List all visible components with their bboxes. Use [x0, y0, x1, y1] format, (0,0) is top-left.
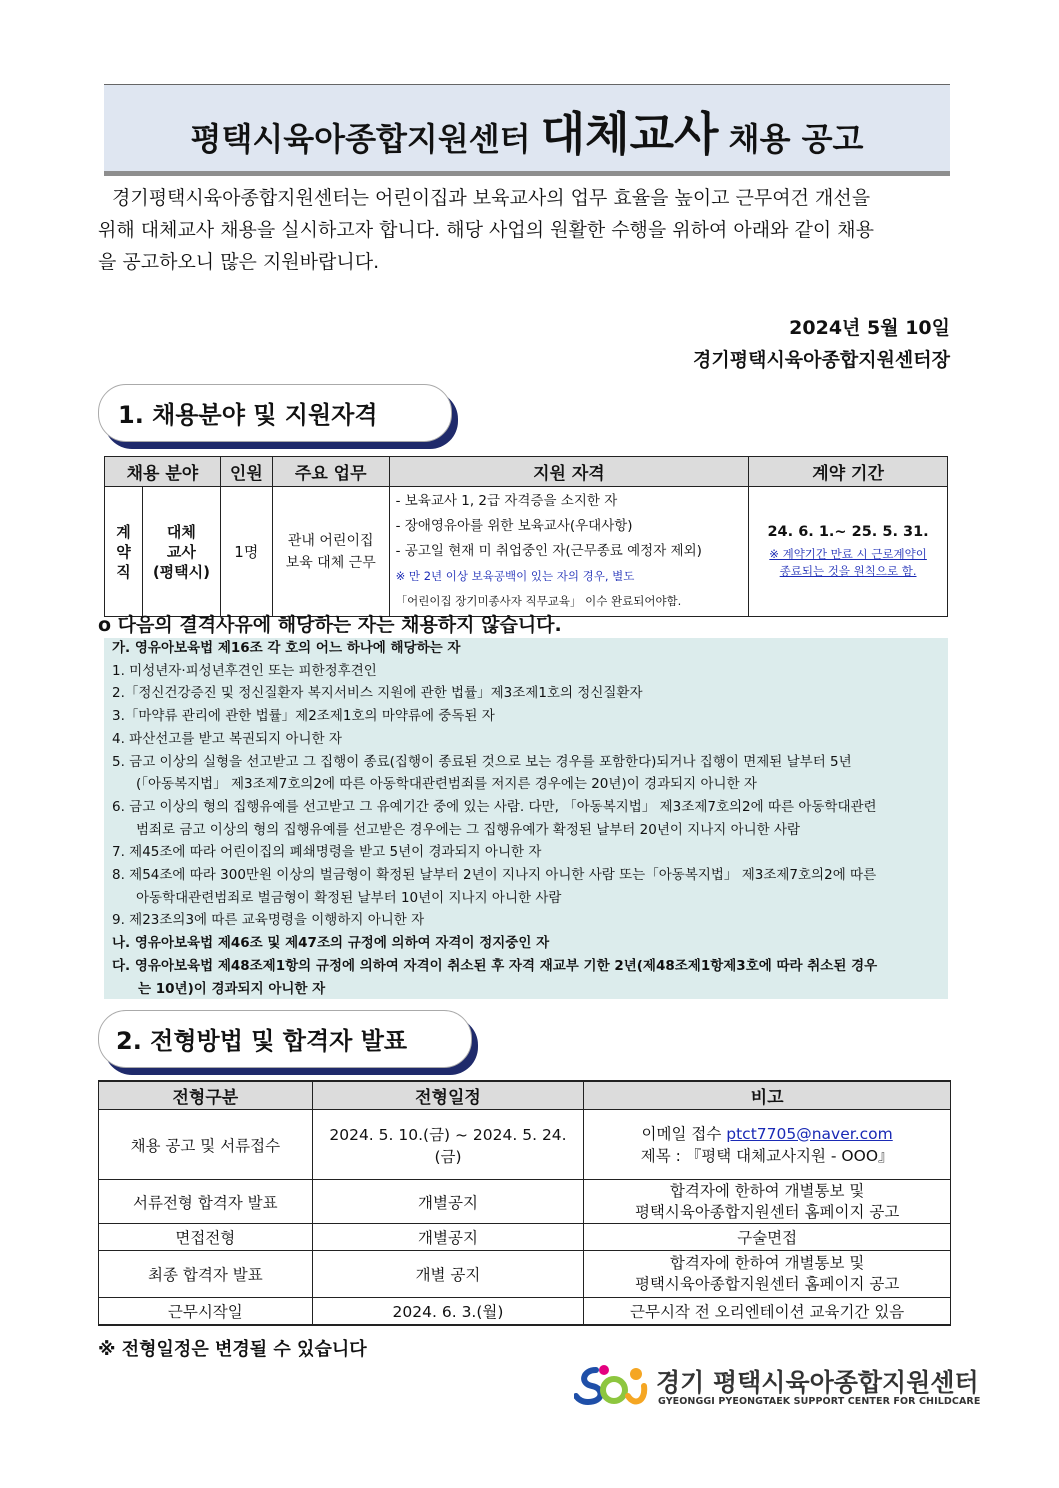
schedule-cell: 개별공지 — [312, 1224, 584, 1251]
employment-type: 계 약 직 — [105, 487, 143, 617]
list-item: 2.「정신건강증진 및 정신질환자 복지서비스 지원에 관한 법률」제3조제1호의 정신질환자 — [112, 685, 643, 702]
announcement-date: 2024년 5월 10일 — [789, 317, 950, 339]
table-row — [99, 1110, 951, 1180]
schedule-cell: 2024. 5. 10.(금) ~ 2024. 5. 24.(금) — [312, 1110, 584, 1180]
disqualification-list — [112, 637, 942, 1000]
note-cell: 합격자에 한하여 개별통보 및 평택시육아종합지원센터 홈페이지 공고 — [584, 1180, 951, 1224]
title-position: 대체교사 — [540, 107, 719, 161]
list-item: - 공고일 현재 미 취업중인 자(근무종료 예정자 제외) — [395, 543, 702, 559]
selection-schedule-table — [98, 1080, 951, 1326]
section2-title: 2. 전형방법 및 합격자 발표 — [116, 1027, 408, 1055]
header-qualification: 지원 자격 — [389, 457, 749, 487]
table-row — [105, 487, 948, 617]
list-item: 범죄로 금고 이상의 형의 집행유예를 선고받은 경우에는 그 집행유예가 확정된 날부터 20년이 지나지 아니한 사람 — [136, 821, 801, 838]
list-item: 5. 금고 이상의 실형을 선고받고 그 집행이 종료(집행이 종료된 것으로 보는 경우를 포함한다)되거나 집행이 면제된 날부터 5년 — [112, 753, 852, 770]
page-title — [104, 98, 950, 164]
stage-cell: 근무시작일 — [99, 1298, 313, 1325]
list-item: (「아동복지법」 제3조제7호의2에 따른 아동학대관련범죄를 저지른 경우에는 20년)이 경과되지 아니한 자 — [136, 776, 757, 793]
logo-subtitle: GYEONGGI PYEONGTAEK SUPPORT CENTER FOR CHILDCARE — [658, 1396, 981, 1407]
list-item: 9. 제23조의3에 따른 교육명령을 이행하지 아니한 자 — [112, 912, 425, 929]
qualification-note-training: 「어린이집 장기미종사자 직무교육」 이수 완료되어야함. — [395, 594, 682, 608]
contract-period-cell — [749, 487, 948, 617]
qualification-list — [389, 487, 749, 617]
disqualification-heading: o 다음의 결격사유에 해당하는 자는 채용하지 않습니다. — [98, 614, 562, 636]
center-logo-icon — [574, 1362, 650, 1410]
list-item: 6. 금고 이상의 형의 집행유예를 선고받고 그 유예기간 중에 있는 사람. 다만, 「아동복지법」 제3조제7호의2에 따른 아동학대관련 — [112, 798, 877, 815]
stage-cell: 채용 공고 및 서류접수 — [99, 1110, 313, 1180]
email-note — [588, 1123, 946, 1145]
header-note: 비고 — [584, 1081, 951, 1110]
title-suffix: 채용 공고 — [728, 120, 864, 158]
position-name: 대체 교사 (평택시) — [142, 487, 220, 617]
disq-ga: 가. 영유아보육법 제16조 각 호의 어느 하나에 해당하는 자 — [112, 640, 461, 656]
table-row — [99, 1251, 951, 1298]
list-item: 아동학대관련범죄로 벌금형이 확정된 날부터 10년이 지나지 아니한 사람 — [136, 889, 562, 906]
table-row — [99, 1180, 951, 1224]
issuer-name: 경기평택시육아종합지원센터장 — [693, 349, 950, 371]
qualification-note: ※ 만 2년 이상 보육공백이 있는 자의 경우, 별도 — [395, 569, 635, 583]
contract-period: 24. 6. 1.~ 25. 5. 31. — [767, 523, 929, 540]
note-cell: 근무시작 전 오리엔테이션 교육기간 있음 — [584, 1298, 951, 1325]
list-item: 8. 제54조에 따라 300만원 이상의 벌금형이 확정된 날부터 2년이 지나지 아니한 사람 또는「아동복지법」 제3조제7호의2에 따른 — [112, 867, 877, 884]
main-duty: 관내 어린이집 보육 대체 근무 — [272, 487, 389, 617]
table-row — [99, 1298, 951, 1325]
email-subject-note: 제목 : 『평택 대체교사지원 - OOO』 — [640, 1146, 894, 1165]
note-cell: 구술면접 — [584, 1224, 951, 1251]
email-prefix: 이메일 접수 — [641, 1124, 727, 1143]
table-row — [99, 1224, 951, 1251]
note-cell — [584, 1110, 951, 1180]
intro-line: 을 공고하오니 많은 지원바랍니다. — [98, 251, 380, 273]
list-item: 1. 미성년자·피성년후견인 또는 피한정후견인 — [112, 662, 377, 679]
list-item: - 보육교사 1, 2급 자격증을 소지한 자 — [395, 493, 618, 509]
title-org: 평택시육아종합지원센터 — [190, 120, 531, 158]
list-item: 3.「마약류 관리에 관한 법률」제2조제1호의 마약류에 중독된 자 — [112, 708, 495, 725]
schedule-cell: 2024. 6. 3.(월) — [312, 1298, 584, 1325]
disq-da: 다. 영유아보육법 제48조제1항의 규정에 의하여 자격이 취소된 후 자격 재교부 기한 2년(제48조제1항제3호에 따라 취소된 경우 — [112, 957, 878, 974]
list-item: 4. 파산선고를 받고 복권되지 아니한 자 — [112, 730, 342, 747]
stage-cell: 면접전형 — [99, 1224, 313, 1251]
schedule-footnote: ※ 전형일정은 변경될 수 있습니다 — [98, 1339, 367, 1360]
note-cell: 합격자에 한하여 개별통보 및 평택시육아종합지원센터 홈페이지 공고 — [584, 1251, 951, 1298]
header-schedule: 전형일정 — [312, 1081, 584, 1110]
section1-title: 1. 채용분야 및 지원자격 — [118, 401, 378, 429]
logo-name: 경기 평택시육아종합지원센터 — [656, 1368, 979, 1397]
list-item: 7. 제45조에 따라 어린이집의 폐쇄명령을 받고 5년이 경과되지 아니한 자 — [112, 844, 542, 861]
table-header-row — [99, 1081, 951, 1110]
header-field: 채용 분야 — [105, 457, 221, 487]
headcount: 1명 — [220, 487, 272, 617]
contract-period-note: ※ 계약기간 만료 시 근로계약이 종료되는 것을 원칙으로 함. — [769, 546, 927, 578]
list-item: - 장애영유아를 위한 보육교사(우대사항) — [395, 518, 633, 534]
stage-cell: 최종 합격자 발표 — [99, 1251, 313, 1298]
intro-paragraph — [98, 182, 952, 278]
header-duty: 주요 업무 — [272, 457, 389, 487]
intro-line: 경기평택시육아종합지원센터는 어린이집과 보육교사의 업무 효율을 높이고 근무여건 개선을 — [112, 187, 871, 209]
header-stage: 전형구분 — [99, 1081, 313, 1110]
schedule-cell: 개별공지 — [312, 1180, 584, 1224]
intro-line: 위해 대체교사 채용을 실시하고자 합니다. 해당 사업의 원활한 수행을 위하여 아래와 같이 채용 — [98, 219, 874, 241]
email-link[interactable]: ptct7705@naver.com — [726, 1124, 893, 1143]
recruitment-table — [104, 456, 948, 617]
header-count: 인원 — [220, 457, 272, 487]
header-period: 계약 기간 — [749, 457, 948, 487]
table-header-row — [105, 457, 948, 487]
disq-da-cont: 는 10년)이 경과되지 아니한 자 — [138, 980, 326, 997]
stage-cell: 서류전형 합격자 발표 — [99, 1180, 313, 1224]
disq-na: 나. 영유아보육법 제46조 및 제47조의 규정에 의하여 자격이 정지중인 자 — [112, 935, 550, 952]
schedule-cell: 개별 공지 — [312, 1251, 584, 1298]
